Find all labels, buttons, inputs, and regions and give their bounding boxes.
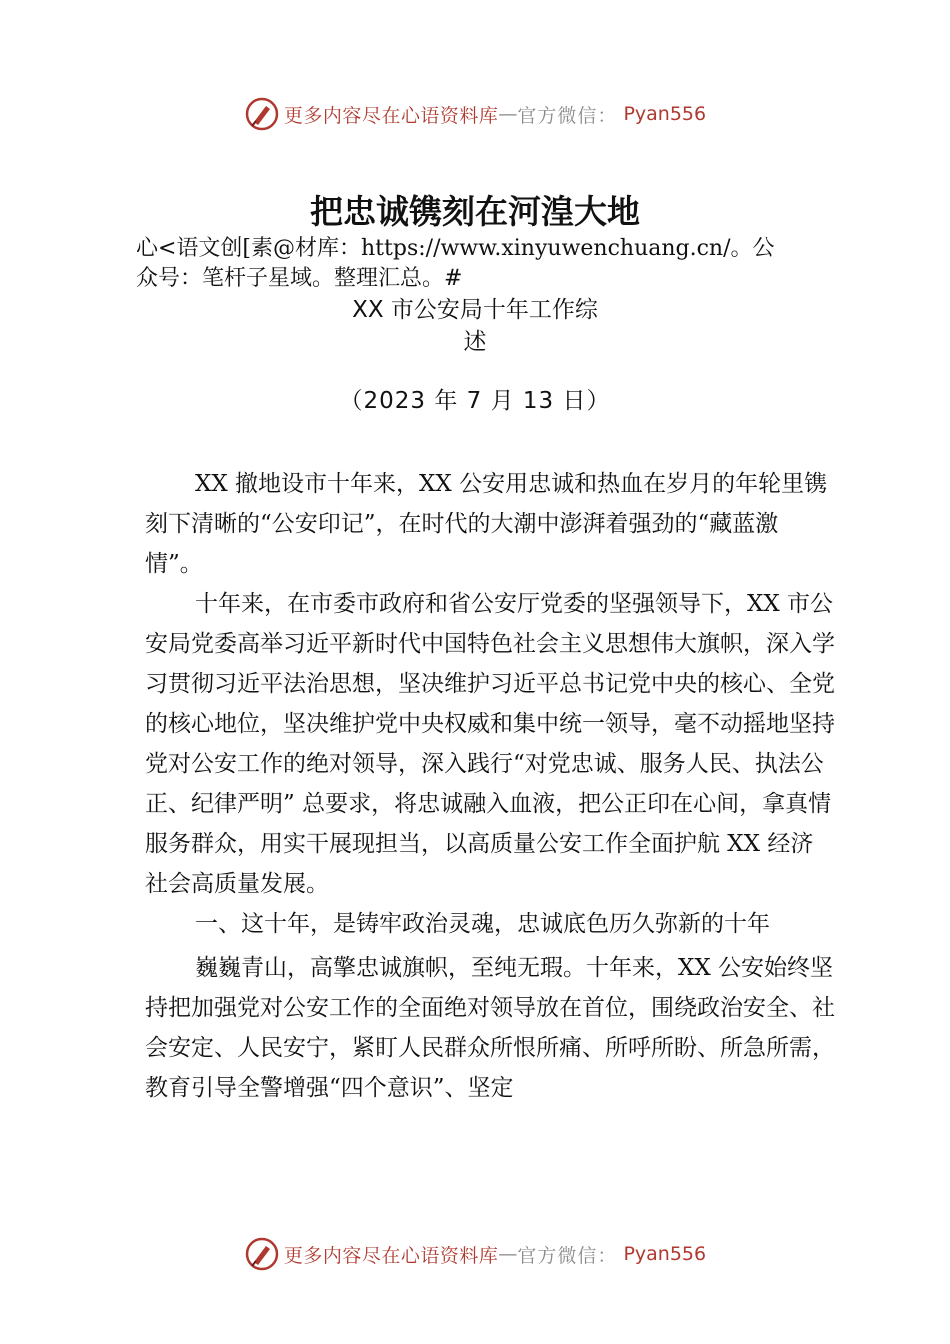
header-banner bbox=[0, 94, 950, 134]
subtitle-line-1: XX 市公安局十年工作综 bbox=[352, 297, 598, 323]
source-line-2: 众号：笔杆子星域。整理汇总。# bbox=[136, 266, 463, 291]
paragraph: 十年来，在市委市政府和省公安厅党委的坚强领导下，XX 市公安局党委高举习近平新时代中国特色社会主义思想伟大旗帜，深入学习贯彻习近平法治思想，坚决维护习近平总书记党中央的核心、全党的核心地位，坚决维护党中央权威和集中统一领导，毫不动摇地坚持党对公安工作的绝对领导，深入践行“对党忠诚、服务人民、执法公正、纪律严明” 总要求，将忠诚融入血液，把公正印在心间，拿真情服务群众，用实干展现担当，以高质量公安工作全面护航 XX 经济社会高质量发展。 bbox=[145, 591, 835, 897]
source-line-1: 心<语文创[素@材库：https://www.xinyuwenchuang.cn/。公 bbox=[136, 236, 775, 261]
banner-wechat-id: Pyan556 bbox=[623, 1243, 707, 1265]
banner-official: 官方微信： bbox=[517, 1244, 618, 1267]
subtitle-line-2: 述 bbox=[463, 329, 487, 355]
footer-banner bbox=[0, 1234, 950, 1274]
document-subtitle bbox=[0, 294, 950, 358]
banner-brand: 更多内容尽在心语资料库 bbox=[283, 104, 499, 127]
pen-circle-logo-icon bbox=[244, 96, 280, 132]
banner-dash: — bbox=[498, 103, 518, 125]
banner-brand: 更多内容尽在心语资料库 bbox=[283, 1244, 499, 1267]
source-note bbox=[136, 234, 826, 294]
banner-wechat-id: Pyan556 bbox=[623, 103, 707, 125]
paragraph: 巍巍青山，高擎忠诚旗帜，至纯无瑕。十年来，XX 公安始终坚持把加强党对公安工作的全面绝对领导放在首位，围绕政治安全、社会安定、人民安宁，紧盯人民群众所恨所痛、所呼所盼、所急所需，教育引导全警增强“四个意识”、坚定 bbox=[145, 955, 835, 1101]
banner-dash: — bbox=[498, 1243, 518, 1265]
pen-circle-logo-icon bbox=[244, 1236, 280, 1272]
document-title: 把忠诚镌刻在河湟大地 bbox=[310, 192, 640, 231]
banner-official: 官方微信： bbox=[517, 104, 618, 127]
document-body bbox=[145, 464, 835, 1108]
paragraph: XX 撤地设市十年来，XX 公安用忠诚和热血在岁月的年轮里镌刻下清晰的“公安印记”，在时代的大潮中澎湃着强劲的“藏蓝激情”。 bbox=[145, 471, 828, 577]
section-heading: 一、这十年，是铸牢政治灵魂，忠诚底色历久弥新的十年 bbox=[195, 911, 770, 937]
document-date: （2023 年 7 月 13 日） bbox=[339, 388, 611, 414]
